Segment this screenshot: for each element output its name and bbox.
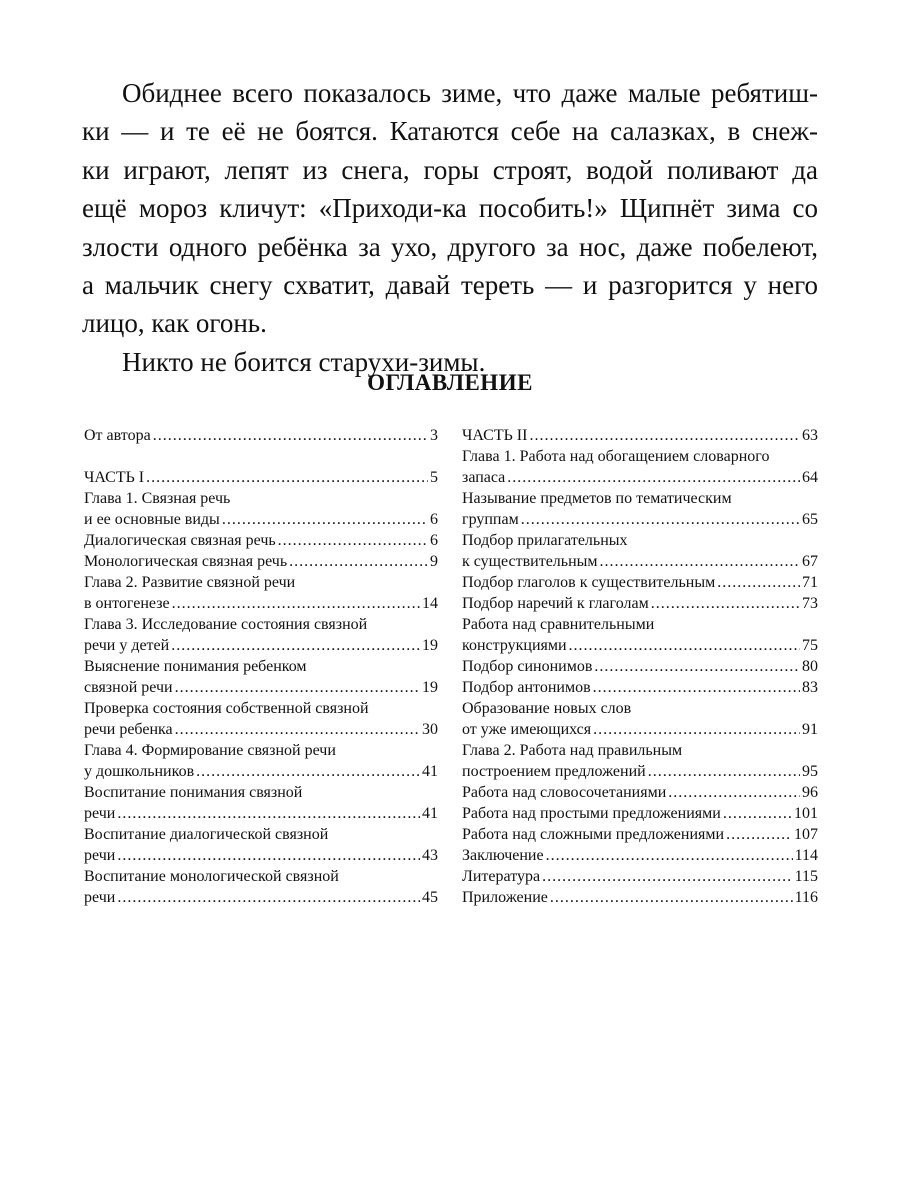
toc-page-number: 116 bbox=[794, 889, 818, 906]
toc-leader-dots bbox=[175, 719, 420, 740]
toc-entry-title: речи ребенка bbox=[84, 721, 173, 738]
toc-entry-title: Монологическая связная речь bbox=[84, 553, 288, 570]
toc-entry bbox=[84, 656, 438, 698]
toc-entry bbox=[84, 740, 438, 782]
toc-entry bbox=[462, 845, 818, 866]
toc-leader-dots bbox=[196, 761, 420, 782]
toc-page-number: 73 bbox=[802, 595, 818, 612]
toc-title: ОГЛАВЛЕНИЕ bbox=[367, 370, 533, 395]
toc-entry bbox=[462, 824, 818, 845]
toc-leader-dots bbox=[550, 887, 793, 908]
toc-page-number: 14 bbox=[422, 595, 438, 612]
toc-entry-line bbox=[462, 782, 818, 803]
toc-entry bbox=[462, 866, 818, 887]
toc-page-number: 96 bbox=[802, 784, 818, 801]
toc-page-number: 67 bbox=[802, 553, 818, 570]
toc-entry bbox=[462, 488, 818, 530]
toc-page-number: 64 bbox=[802, 469, 818, 486]
toc-entry bbox=[462, 656, 818, 677]
toc-page-number: 95 bbox=[802, 763, 818, 780]
toc-entry-title: ЧАСТЬ I bbox=[84, 469, 145, 486]
toc-page-number: 6 bbox=[430, 511, 438, 528]
toc-entry-title: построением предложений bbox=[462, 763, 646, 780]
toc-entry-line bbox=[84, 677, 438, 698]
story-line: лицо, как огонь. bbox=[82, 308, 267, 339]
toc-entry bbox=[84, 425, 438, 446]
toc-page-number: 107 bbox=[794, 826, 818, 843]
toc-page-number: 19 bbox=[422, 679, 438, 696]
toc-leader-dots bbox=[289, 551, 428, 572]
toc-entry-title-line: Воспитание монологической связной bbox=[84, 868, 339, 885]
toc-page-number: 71 bbox=[802, 574, 818, 591]
toc-leader-dots bbox=[117, 845, 420, 866]
toc-leader-dots bbox=[593, 719, 800, 740]
toc-leader-dots bbox=[507, 467, 800, 488]
toc-entry bbox=[84, 698, 438, 740]
toc-leader-dots bbox=[600, 551, 800, 572]
toc-entry-title-line: Глава 1. Работа над обогащением словарного bbox=[462, 448, 770, 465]
toc-entry-title: Работа над словосочетаниями bbox=[462, 784, 667, 801]
toc-entry-title: речи bbox=[84, 805, 116, 822]
toc-page-number: 63 bbox=[802, 427, 818, 444]
story-line: ки — и те её не боятся. Катаются себе на салазках, в снеж- bbox=[82, 116, 818, 147]
toc-entry-line bbox=[462, 656, 818, 677]
toc-entry bbox=[84, 824, 438, 866]
toc-leader-dots bbox=[146, 467, 428, 488]
toc-entry-line bbox=[462, 677, 818, 698]
toc-leader-dots bbox=[529, 425, 800, 446]
toc-entry-title: запаса bbox=[462, 469, 506, 486]
toc-page-number: 115 bbox=[794, 868, 818, 885]
toc-entry-title-line: Глава 4. Формирование связной речи bbox=[84, 742, 336, 759]
toc-leader-dots bbox=[153, 425, 428, 446]
toc-entry bbox=[84, 572, 438, 614]
toc-page-number: 41 bbox=[422, 763, 438, 780]
toc-leader-dots bbox=[222, 509, 428, 530]
toc-entry-title-line: Глава 2. Развитие связной речи bbox=[84, 574, 296, 591]
toc-entry bbox=[84, 782, 438, 824]
toc-entry-title: конструкциями bbox=[462, 637, 567, 654]
toc-entry-title-line: Работа над сравнительными bbox=[462, 616, 655, 633]
toc-entry-line bbox=[84, 719, 438, 740]
toc-leader-dots bbox=[651, 593, 800, 614]
toc-leader-dots bbox=[648, 761, 800, 782]
toc-entry-title-line: Выяснение понимания ребенком bbox=[84, 658, 307, 675]
toc-page-number: 19 bbox=[422, 637, 438, 654]
toc-entry-line bbox=[462, 887, 818, 908]
story-line: ки играют, лепят из снега, горы строят, водой поливают да bbox=[82, 154, 818, 185]
story-line: Обиднее всего показалось зиме, что даже малые ребятиш- bbox=[122, 78, 818, 108]
toc-entry-title: Подбор наречий к глаголам bbox=[462, 595, 649, 612]
toc-page-number: 101 bbox=[794, 805, 818, 822]
toc-entry-line bbox=[84, 803, 438, 824]
toc-leader-dots bbox=[175, 677, 420, 698]
toc-entry-title-line: Глава 2. Работа над правильным bbox=[462, 742, 683, 759]
toc-leader-dots bbox=[594, 656, 800, 677]
toc-entry bbox=[84, 866, 438, 908]
toc-entry-title: Приложение bbox=[462, 889, 548, 906]
toc-entry-title: речи bbox=[84, 847, 116, 864]
toc-entry-line bbox=[84, 635, 438, 656]
toc-entry-title: Заключение bbox=[462, 847, 544, 864]
toc-entry bbox=[462, 572, 818, 593]
toc-entry bbox=[462, 803, 818, 824]
toc-entry bbox=[462, 593, 818, 614]
toc-entry-line bbox=[84, 593, 438, 614]
toc-entry-line bbox=[462, 824, 818, 845]
toc-left-column bbox=[84, 425, 438, 908]
toc-entry bbox=[462, 425, 818, 446]
toc-entry-title: Подбор глаголов к существительным bbox=[462, 574, 716, 591]
toc-entry-line bbox=[462, 551, 818, 572]
toc-entry bbox=[84, 467, 438, 488]
toc-entry-line bbox=[462, 425, 818, 446]
toc-entry-title: в онтогенезе bbox=[84, 595, 170, 612]
toc-entry bbox=[462, 740, 818, 782]
toc-entry-title-line: Подбор прилагательных bbox=[462, 532, 628, 549]
toc-entry-title: Диалогическая связная речь bbox=[84, 532, 276, 549]
toc-page-number: 75 bbox=[802, 637, 818, 654]
toc-leader-dots bbox=[546, 845, 793, 866]
toc-leader-dots bbox=[717, 572, 800, 593]
toc-entry bbox=[462, 887, 818, 908]
story-text bbox=[82, 74, 818, 381]
toc-entry-line bbox=[462, 467, 818, 488]
story-line: злости одного ребёнка за ухо, другого за нос, даже побелеют, bbox=[82, 231, 818, 262]
toc-entry-line bbox=[84, 425, 438, 446]
toc-entry-title: Работа над простыми предложениями bbox=[462, 805, 721, 822]
toc-entry-line bbox=[84, 530, 438, 551]
toc-entry bbox=[462, 614, 818, 656]
toc-entry-line bbox=[462, 866, 818, 887]
toc-leader-dots bbox=[117, 887, 420, 908]
toc-page-number: 6 bbox=[430, 532, 438, 549]
toc-entry-line bbox=[84, 845, 438, 866]
toc-page-number: 5 bbox=[430, 469, 438, 486]
toc-entry bbox=[462, 782, 818, 803]
toc-entry-line bbox=[462, 509, 818, 530]
toc-entry-title-line: Глава 1. Связная речь bbox=[84, 490, 231, 507]
toc-page-number: 91 bbox=[802, 721, 818, 738]
toc-leader-dots bbox=[172, 593, 420, 614]
toc-leader-dots bbox=[278, 530, 428, 551]
toc-page-number: 41 bbox=[422, 805, 438, 822]
toc-entry-line bbox=[84, 467, 438, 488]
toc-entry-title: Литература bbox=[462, 868, 541, 885]
toc-entry-title-line: Воспитание понимания связной bbox=[84, 784, 303, 801]
toc-page-number: 83 bbox=[802, 679, 818, 696]
toc-entry-title: к существительным bbox=[462, 553, 598, 570]
toc-entry-title-line: Образование новых слов bbox=[462, 700, 632, 717]
toc-entry-title-line: Глава 3. Исследование состояния связной bbox=[84, 616, 368, 633]
toc-page-number: 114 bbox=[794, 847, 818, 864]
toc-entry bbox=[84, 551, 438, 572]
toc-entry bbox=[462, 446, 818, 488]
toc-entry-title: речи bbox=[84, 889, 116, 906]
toc-leader-dots bbox=[593, 677, 800, 698]
toc-entry-line bbox=[462, 635, 818, 656]
toc-entry-title: Подбор синонимов bbox=[462, 658, 593, 675]
toc-entry-title: Подбор антонимов bbox=[462, 679, 591, 696]
toc-entry-line bbox=[462, 761, 818, 782]
toc-leader-dots bbox=[726, 824, 792, 845]
toc-entry-line bbox=[462, 803, 818, 824]
toc-entry-title-line: Воспитание диалогической связной bbox=[84, 826, 329, 843]
toc-entry-line bbox=[84, 887, 438, 908]
story-line: ещё мороз кличут: «Приходи-ка пособить!» Щипнёт зима со bbox=[82, 193, 818, 224]
toc-entry-title: и ее основные виды bbox=[84, 511, 220, 528]
toc-entry-title: связной речи bbox=[84, 679, 173, 696]
toc-page-number: 9 bbox=[430, 553, 438, 570]
toc-entry-line bbox=[84, 509, 438, 530]
toc-page-number: 3 bbox=[430, 427, 438, 444]
toc-entry-title-line: Проверка состояния собственной связной bbox=[84, 700, 369, 717]
toc-entry-title: Работа над сложными предложениями bbox=[462, 826, 725, 843]
toc-right-column bbox=[462, 425, 818, 908]
toc-entry-title: группам bbox=[462, 511, 519, 528]
story-line: а мальчик снегу схватит, давай тереть — и разгорится у него bbox=[82, 269, 818, 300]
toc-entry bbox=[462, 677, 818, 698]
toc-entry-title-line: Называние предметов по тематическим bbox=[462, 490, 732, 507]
toc-page-number: 30 bbox=[422, 721, 438, 738]
toc-entry-line bbox=[462, 593, 818, 614]
toc-entry bbox=[84, 530, 438, 551]
toc-leader-dots bbox=[723, 803, 792, 824]
toc-entry-line bbox=[462, 845, 818, 866]
toc-leader-dots bbox=[542, 866, 793, 887]
toc-entry-title: ЧАСТЬ II bbox=[462, 427, 528, 444]
toc-entry-title: от уже имеющихся bbox=[462, 721, 592, 738]
toc-page-number: 65 bbox=[802, 511, 818, 528]
toc-page-number: 43 bbox=[422, 847, 438, 864]
toc-entry bbox=[462, 698, 818, 740]
toc-page-number: 45 bbox=[422, 889, 438, 906]
toc-entry-line bbox=[84, 551, 438, 572]
toc-page-number: 80 bbox=[802, 658, 818, 675]
toc-entry-line bbox=[462, 719, 818, 740]
toc-entry-title: речи у детей bbox=[84, 637, 170, 654]
toc-entry bbox=[84, 614, 438, 656]
toc-entry-line bbox=[462, 572, 818, 593]
toc-leader-dots bbox=[117, 803, 420, 824]
story-closing-line: Никто не боится старухи-зимы. bbox=[122, 346, 486, 377]
toc-leader-dots bbox=[668, 782, 800, 803]
toc-leader-dots bbox=[171, 635, 420, 656]
toc-entry-title: От автора bbox=[84, 427, 151, 444]
toc-entry bbox=[462, 530, 818, 572]
toc-entry-line bbox=[84, 761, 438, 782]
toc-entry bbox=[84, 488, 438, 530]
toc-leader-dots bbox=[569, 635, 800, 656]
toc-leader-dots bbox=[521, 509, 800, 530]
toc-entry-title: у дошкольников bbox=[84, 763, 195, 780]
